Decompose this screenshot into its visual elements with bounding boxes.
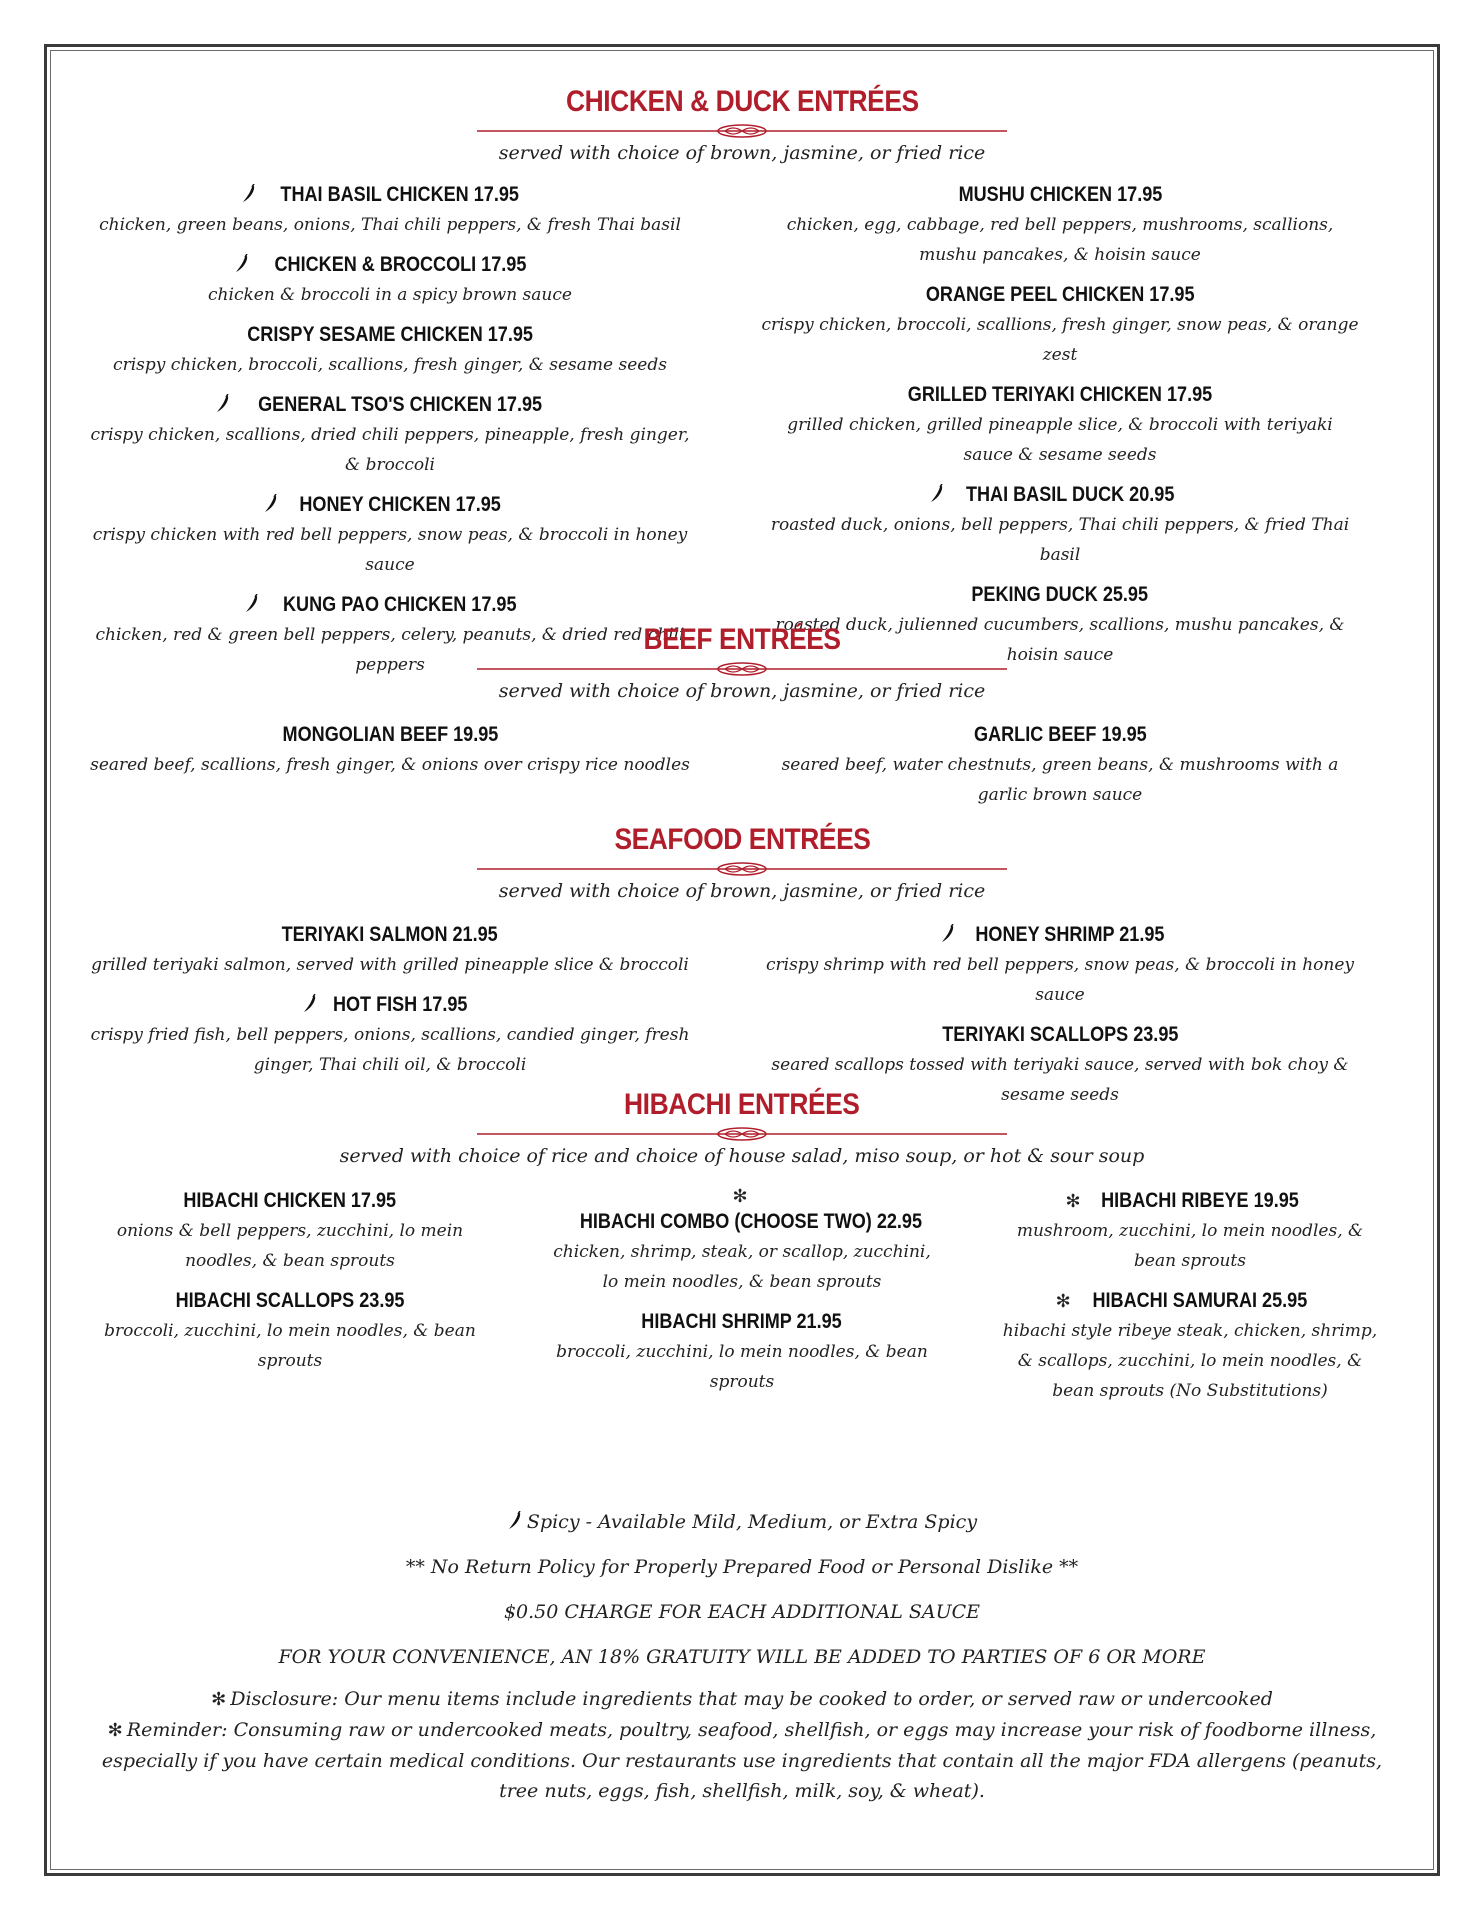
item-description: roasted duck, julienned cucumbers, scallions, mushu pancakes, & hoisin sauce [775, 615, 1345, 665]
spicy-note-text: Spicy - Available Mild, Medium, or Extra Spicy [526, 1511, 978, 1533]
item-name: GRILLED TERIYAKI CHICKEN 17.95 [907, 383, 1213, 406]
section-subtitle: served with choice of brown, jasmine, or fried rice [498, 680, 986, 702]
item-name: HIBACHI CHICKEN 17.95 [183, 1189, 397, 1212]
item-name: HIBACHI RIBEYE 19.95 [1100, 1189, 1299, 1212]
menu-item [552, 1307, 932, 1397]
section-title: BEEF ENTRÉES [643, 623, 841, 656]
menu-page [60, 60, 1424, 1860]
item-description: crispy chicken with red bell peppers, snow peas, & broccoli in honey sauce [92, 525, 688, 575]
item-description: chicken, egg, cabbage, red bell peppers, mushrooms, scallions, mushu pancakes, & hoisin sauce [786, 215, 1334, 265]
menu-item [90, 320, 690, 380]
section-subtitle: served with choice of rice and choice of house salad, miso soup, or hot & sour soup [339, 1145, 1145, 1167]
item-name: GENERAL TSO'S CHICKEN 17.95 [258, 393, 542, 416]
reminder [60, 1715, 1424, 1806]
menu-item [90, 920, 690, 980]
hibachi-column-3 [1000, 1186, 1380, 1416]
item-description: crispy chicken, broccoli, scallions, fresh ginger, & sesame seeds [113, 355, 667, 375]
seafood-section-header [60, 820, 1424, 904]
chili-pepper-icon [302, 994, 318, 1014]
item-name: MONGOLIAN BEEF 19.95 [282, 723, 498, 746]
item-description: chicken, green beans, onions, Thai chili peppers, & fresh Thai basil [99, 215, 681, 235]
menu-footer [60, 1500, 1424, 1806]
item-name: CHICKEN & BROCCOLI 17.95 [274, 253, 526, 276]
section-title: HIBACHI ENTRÉES [624, 1088, 860, 1121]
chicken-section-header [60, 82, 1424, 166]
item-name: CRISPY SESAME CHICKEN 17.95 [247, 323, 533, 346]
menu-item [760, 720, 1360, 810]
item-description: broccoli, zucchini, lo mein noodles, & bean sprouts [556, 1342, 928, 1392]
item-description: seared scallops tossed with teriyaki sauce, served with bok choy & sesame seeds [771, 1055, 1349, 1105]
menu-item [90, 490, 690, 580]
item-description: crispy fried fish, bell peppers, onions, scallions, candied ginger, fresh ginger, Thai chili oil, & broccoli [90, 1025, 690, 1075]
item-name: HONEY CHICKEN 17.95 [299, 493, 501, 516]
item-description: seared beef, scallions, fresh ginger, & onions over crispy rice noodles [90, 755, 690, 775]
ornament-divider [477, 662, 1007, 676]
section-title: SEAFOOD ENTRÉES [614, 823, 870, 856]
item-description: grilled chicken, grilled pineapple slice, & broccoli with teriyaki sauce & sesame seeds [787, 415, 1333, 465]
ornament-divider [477, 1127, 1007, 1141]
menu-item [90, 390, 690, 480]
return-policy: ** No Return Policy for Properly Prepared Food or Personal Dislike ** [405, 1556, 1079, 1578]
item-description: hibachi style ribeye steak, chicken, shrimp, & scallops, zucchini, lo mein noodles, & bean sprouts (No Substitutions) [1002, 1321, 1378, 1401]
item-description: chicken, shrimp, steak, or scallop, zucchini, lo mein noodles, & bean sprouts [553, 1242, 931, 1292]
menu-item [90, 990, 690, 1080]
asterisk-icon: ✻ [1055, 1291, 1071, 1312]
chili-pepper-icon [507, 1511, 523, 1531]
chili-pepper-icon [263, 494, 279, 514]
item-name: HIBACHI SHRIMP 21.95 [641, 1310, 843, 1333]
chili-pepper-icon [244, 594, 260, 614]
menu-item [760, 480, 1360, 570]
section-subtitle: served with choice of brown, jasmine, or fried rice [498, 880, 986, 902]
beef-right-column [760, 720, 1360, 820]
chili-pepper-icon [940, 924, 956, 944]
item-description: crispy chicken, broccoli, scallions, fresh ginger, snow peas, & orange zest [761, 315, 1359, 365]
item-name: MUSHU CHICKEN 17.95 [958, 183, 1162, 206]
beef-section-header [60, 620, 1424, 704]
item-description: broccoli, zucchini, lo mein noodles, & bean sprouts [104, 1321, 476, 1371]
item-name: HIBACHI COMBO (CHOOSE TWO) 22.95 [579, 1210, 923, 1233]
item-description: chicken & broccoli in a spicy brown sauce [208, 285, 572, 305]
item-description: grilled teriyaki salmon, served with grilled pineapple slice & broccoli [91, 955, 689, 975]
menu-item [90, 250, 690, 310]
gratuity-note: FOR YOUR CONVENIENCE, AN 18% GRATUITY WILL BE ADDED TO PARTIES OF 6 OR MORE [278, 1646, 1206, 1668]
item-name: KUNG PAO CHICKEN 17.95 [283, 593, 517, 616]
item-description: onions & bell peppers, zucchini, lo mein noodles, & bean sprouts [116, 1221, 464, 1271]
section-title: CHICKEN & DUCK ENTRÉES [565, 85, 919, 118]
item-description: mushroom, zucchini, lo mein noodles, & bean sprouts [1016, 1221, 1364, 1271]
item-description: roasted duck, onions, bell peppers, Thai chili peppers, & fried Thai basil [770, 515, 1350, 565]
seafood-left-column [90, 920, 690, 1090]
section-subtitle: served with choice of brown, jasmine, or fried rice [498, 142, 986, 164]
item-name: HIBACHI SCALLOPS 23.95 [175, 1289, 405, 1312]
sauce-charge: $0.50 CHARGE FOR EACH ADDITIONAL SAUCE [503, 1601, 981, 1623]
hibachi-section-header [60, 1085, 1424, 1169]
menu-item [1000, 1186, 1380, 1276]
item-name: TERIYAKI SALMON 21.95 [281, 923, 499, 946]
ornament-divider [477, 124, 1007, 138]
item-name: GARLIC BEEF 19.95 [973, 723, 1147, 746]
item-description: seared beef, water chestnuts, green beans, & mushrooms with a garlic brown sauce [781, 755, 1339, 805]
item-name: HOT FISH 17.95 [332, 993, 468, 1016]
item-name: TERIYAKI SCALLOPS 23.95 [941, 1023, 1179, 1046]
item-description: crispy chicken, scallions, dried chili peppers, pineapple, fresh ginger, & broccoli [90, 425, 690, 475]
chili-pepper-icon [929, 484, 945, 504]
item-description: crispy shrimp with red bell peppers, snow peas, & broccoli in honey sauce [765, 955, 1355, 1005]
item-name: THAI BASIL DUCK 20.95 [965, 483, 1175, 506]
menu-item [90, 720, 690, 780]
reminder-text: Reminder: Consuming raw or undercooked meats, poultry, seafood, shellfish, or eggs may increase your risk of foodborne illness, especially if you have certain medical conditions. Our restaurants use ingredients that contain all the major FDA allergens (peanuts, tree nuts, eggs, fish, shellfish, milk, soy, & wheat). [101, 1719, 1383, 1802]
chili-pepper-icon [234, 254, 250, 274]
chicken-right-column [760, 180, 1360, 680]
menu-item [100, 1186, 480, 1276]
chili-pepper-icon [215, 394, 231, 414]
menu-item [760, 180, 1360, 270]
asterisk-icon: ✻ [107, 1720, 123, 1741]
item-name: ORANGE PEEL CHICKEN 17.95 [925, 283, 1195, 306]
menu-item [760, 380, 1360, 470]
asterisk-icon: ✻ [1065, 1191, 1081, 1212]
item-name: PEKING DUCK 25.95 [971, 583, 1149, 606]
spicy-note [60, 1500, 1424, 1545]
menu-item [552, 1186, 932, 1297]
menu-item [760, 280, 1360, 370]
disclosure-text: Disclosure: Our menu items include ingredients that may be cooked to order, or served raw or undercooked [230, 1688, 1273, 1710]
beef-left-column [90, 720, 690, 790]
chili-pepper-icon [241, 184, 257, 204]
menu-item [100, 1286, 480, 1376]
ornament-divider [477, 862, 1007, 876]
chicken-left-column [90, 180, 690, 690]
item-name: THAI BASIL CHICKEN 17.95 [280, 183, 520, 206]
item-name: HIBACHI SAMURAI 25.95 [1092, 1289, 1307, 1312]
hibachi-column-1 [100, 1186, 480, 1386]
hibachi-column-2 [552, 1186, 932, 1407]
asterisk-icon: ✻ [211, 1689, 227, 1710]
menu-item [90, 180, 690, 240]
asterisk-icon: ✻ [732, 1186, 748, 1207]
menu-item [1000, 1286, 1380, 1406]
disclosure [60, 1684, 1424, 1715]
item-description: chicken, red & green bell peppers, celery, peanuts, & dried red chili peppers [95, 625, 685, 675]
item-name: HONEY SHRIMP 21.95 [975, 923, 1165, 946]
menu-item [760, 920, 1360, 1010]
